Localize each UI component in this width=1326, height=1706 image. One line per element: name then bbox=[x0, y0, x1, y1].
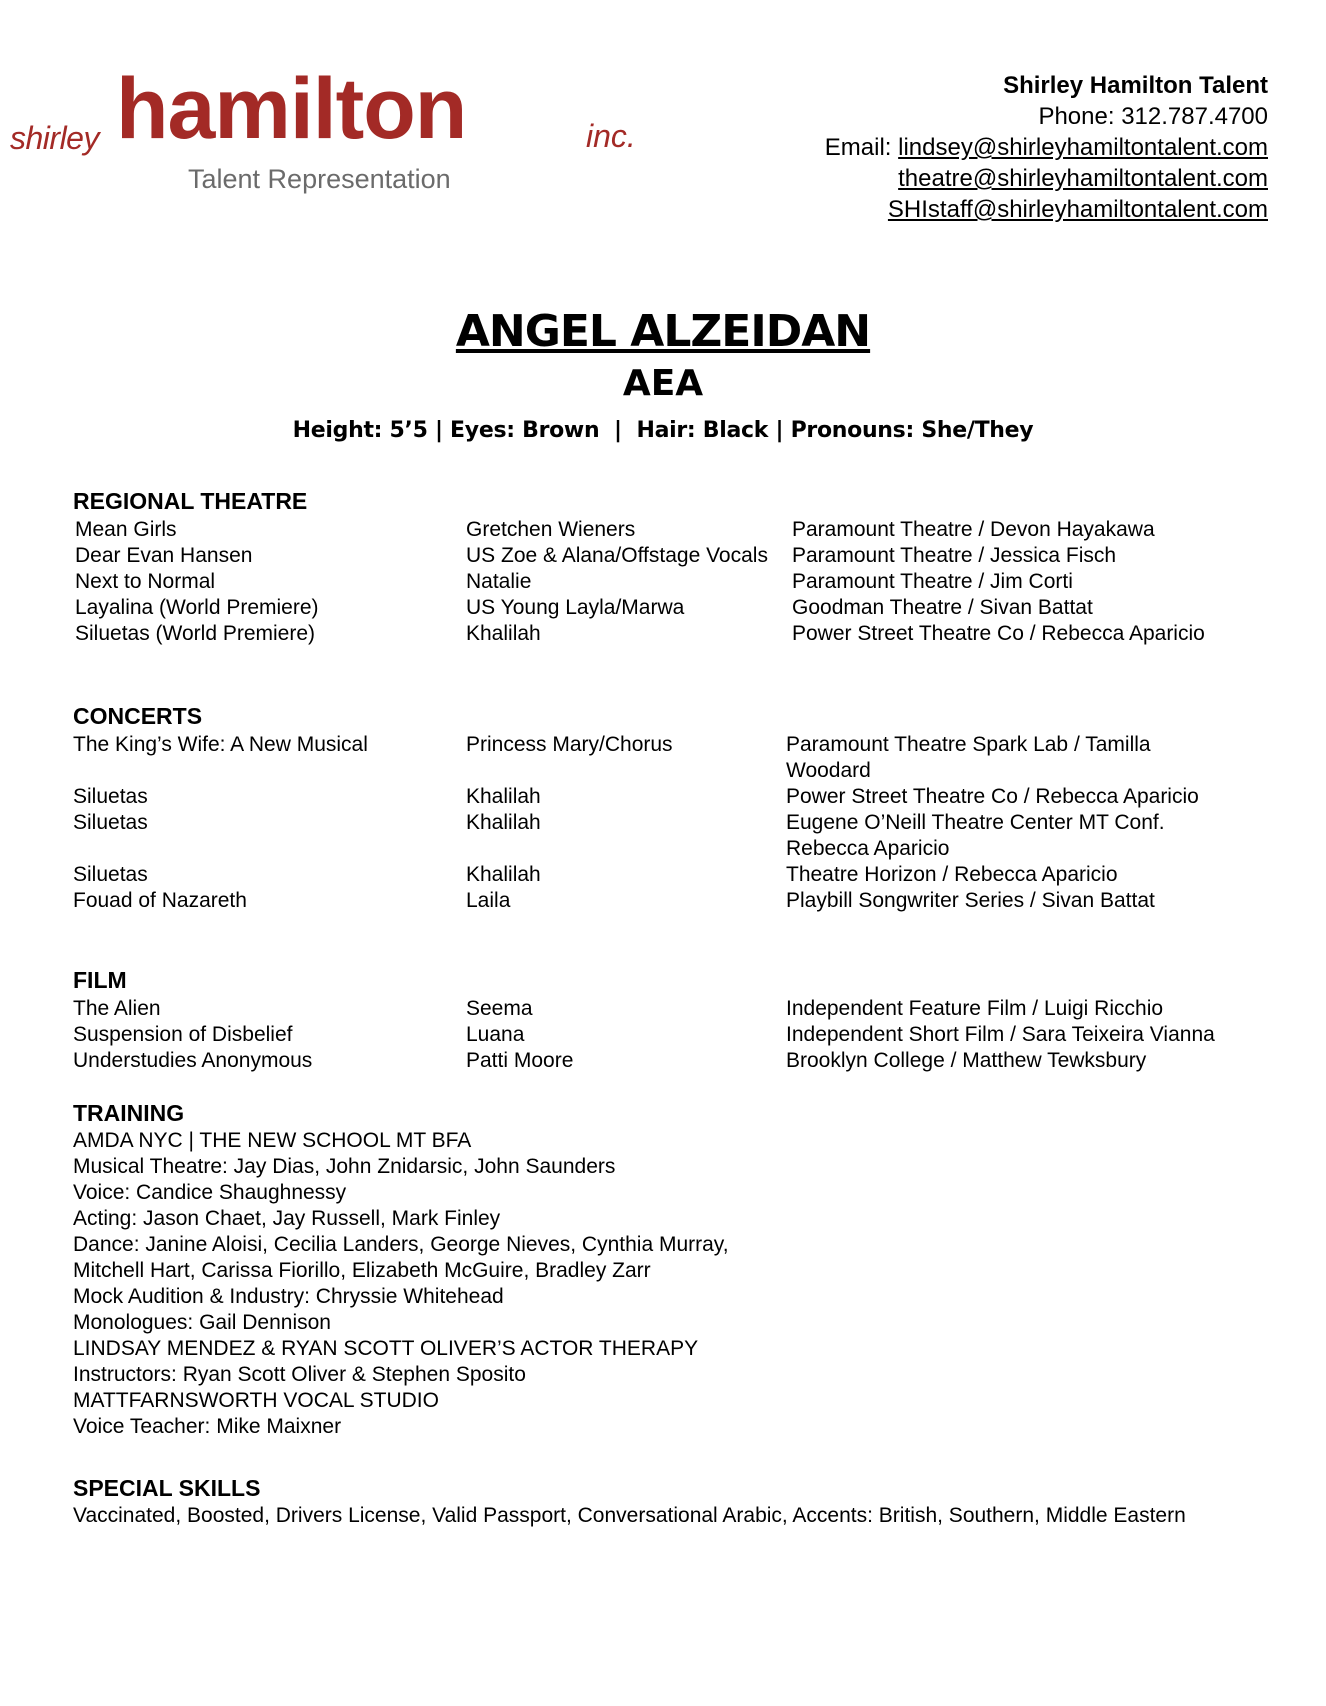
credit-venue: Paramount Theatre Spark Lab / Tamilla Woodard bbox=[786, 733, 1151, 782]
table-row bbox=[0, 732, 1326, 784]
credit-show: Dear Evan Hansen bbox=[75, 544, 253, 567]
table-row bbox=[0, 517, 1326, 543]
credit-show: The Alien bbox=[73, 997, 161, 1020]
credit-show: Mean Girls bbox=[75, 518, 177, 541]
credit-role: Khalilah bbox=[466, 785, 541, 808]
section-title-regional: REGIONAL THEATRE bbox=[73, 488, 308, 514]
training-line: LINDSAY MENDEZ & RYAN SCOTT OLIVER’S ACTOR THERAPY bbox=[73, 1337, 699, 1360]
credit-venue: Paramount Theatre / Jessica Fisch bbox=[792, 544, 1117, 567]
agency-name: Shirley Hamilton Talent bbox=[1003, 72, 1268, 99]
table-row bbox=[0, 595, 1326, 621]
table-row bbox=[0, 784, 1326, 810]
email-link-staff[interactable]: SHIstaff@shirleyhamiltontalent.com bbox=[887, 196, 1268, 223]
credit-show: Siluetas bbox=[73, 863, 148, 886]
credit-show: The King’s Wife: A New Musical bbox=[73, 733, 368, 756]
section-title-training: TRAINING bbox=[73, 1100, 185, 1126]
credit-role: US Young Layla/Marwa bbox=[466, 596, 685, 619]
union-affiliation: AEA bbox=[622, 363, 704, 404]
credit-show: Next to Normal bbox=[75, 570, 216, 593]
credit-role: Khalilah bbox=[466, 863, 541, 886]
credit-venue: Playbill Songwriter Series / Sivan Battat bbox=[786, 889, 1155, 912]
credit-role: Natalie bbox=[466, 570, 532, 593]
section-title-skills: SPECIAL SKILLS bbox=[73, 1475, 261, 1501]
training-line: Instructors: Ryan Scott Oliver & Stephen Sposito bbox=[73, 1363, 526, 1386]
credit-show: Siluetas bbox=[73, 811, 148, 834]
email-link-theatre[interactable]: theatre@shirleyhamiltontalent.com bbox=[898, 165, 1268, 192]
credit-venue: Independent Short Film / Sara Teixeira Vianna bbox=[786, 1023, 1215, 1046]
credit-venue: Power Street Theatre Co / Rebecca Aparicio bbox=[792, 622, 1205, 645]
table-row bbox=[0, 996, 1326, 1022]
credit-venue: Eugene O’Neill Theatre Center MT Conf. Rebecca Aparicio bbox=[786, 811, 1165, 860]
credit-venue: Power Street Theatre Co / Rebecca Aparicio bbox=[786, 785, 1199, 808]
credit-role: Khalilah bbox=[466, 622, 541, 645]
training-line: Monologues: Gail Dennison bbox=[73, 1311, 331, 1334]
credit-role: Seema bbox=[466, 997, 533, 1020]
table-row bbox=[0, 569, 1326, 595]
credit-role: Luana bbox=[466, 1023, 525, 1046]
section-title-film: FILM bbox=[73, 967, 127, 993]
table-row bbox=[0, 1048, 1326, 1074]
email-label: Email: bbox=[824, 134, 899, 161]
credit-show: Fouad of Nazareth bbox=[73, 889, 247, 912]
special-skills: Vaccinated, Boosted, Drivers License, Valid Passport, Conversational Arabic, Accents: British, Southern, Middle Eastern bbox=[73, 1504, 1186, 1527]
actor-name: ANGEL ALZEIDAN bbox=[455, 306, 871, 357]
logo-inc: inc. bbox=[586, 118, 636, 154]
training-line: Mitchell Hart, Carissa Fiorillo, Elizabeth McGuire, Bradley Zarr bbox=[73, 1259, 651, 1282]
table-row bbox=[0, 810, 1326, 862]
logo-hamilton: hamilton bbox=[116, 61, 467, 157]
training-line: Mock Audition & Industry: Chryssie Whitehead bbox=[73, 1285, 504, 1308]
agency-logo bbox=[8, 61, 648, 208]
training-list bbox=[73, 1128, 729, 1440]
agency-email-line bbox=[825, 132, 1268, 163]
concert-credits bbox=[0, 732, 1326, 914]
credit-show: Siluetas (World Premiere) bbox=[75, 622, 316, 645]
credit-role: Laila bbox=[466, 889, 511, 912]
credit-show: Suspension of Disbelief bbox=[73, 1023, 293, 1046]
credit-role: Gretchen Wieners bbox=[466, 518, 636, 541]
section-title-concerts: CONCERTS bbox=[73, 703, 203, 729]
credit-show: Understudies Anonymous bbox=[73, 1049, 313, 1072]
training-line: MATTFARNSWORTH VOCAL STUDIO bbox=[73, 1389, 439, 1412]
credit-venue: Independent Feature Film / Luigi Ricchio bbox=[786, 997, 1164, 1020]
credit-role: Patti Moore bbox=[466, 1049, 574, 1072]
email-link-lindsey[interactable]: lindsey@shirleyhamiltontalent.com bbox=[898, 134, 1268, 161]
training-line: Voice Teacher: Mike Maixner bbox=[73, 1415, 342, 1438]
actor-stats: Height: 5’5 | Eyes: Brown | Hair: Black | Pronouns: She/They bbox=[292, 418, 1034, 443]
table-row bbox=[0, 1022, 1326, 1048]
training-line: Voice: Candice Shaughnessy bbox=[73, 1181, 347, 1204]
credit-role: US Zoe & Alana/Offstage Vocals bbox=[466, 544, 768, 567]
credit-role: Princess Mary/Chorus bbox=[466, 733, 673, 756]
table-row bbox=[0, 888, 1326, 914]
regional-credits bbox=[0, 517, 1326, 647]
credit-venue: Theatre Horizon / Rebecca Aparicio bbox=[786, 863, 1118, 886]
film-credits bbox=[0, 996, 1326, 1074]
logo-shirley: shirley bbox=[10, 120, 99, 156]
table-row bbox=[0, 862, 1326, 888]
agency-phone: Phone: 312.787.4700 bbox=[1038, 103, 1268, 130]
resume-header bbox=[0, 304, 1326, 408]
table-row bbox=[0, 543, 1326, 569]
credit-show: Layalina (World Premiere) bbox=[75, 596, 319, 619]
credit-role: Khalilah bbox=[466, 811, 541, 834]
training-line: Acting: Jason Chaet, Jay Russell, Mark Finley bbox=[73, 1207, 501, 1230]
logo-tagline: Talent Representation bbox=[188, 164, 451, 194]
training-line: AMDA NYC | THE NEW SCHOOL MT BFA bbox=[73, 1129, 472, 1152]
credit-venue: Paramount Theatre / Devon Hayakawa bbox=[792, 518, 1155, 541]
credit-show: Siluetas bbox=[73, 785, 148, 808]
credit-venue: Goodman Theatre / Sivan Battat bbox=[792, 596, 1093, 619]
credit-venue: Brooklyn College / Matthew Tewksbury bbox=[786, 1049, 1147, 1072]
credit-venue: Paramount Theatre / Jim Corti bbox=[792, 570, 1073, 593]
training-line: Dance: Janine Aloisi, Cecilia Landers, George Nieves, Cynthia Murray, bbox=[73, 1233, 729, 1256]
table-row bbox=[0, 621, 1326, 647]
training-line: Musical Theatre: Jay Dias, John Znidarsic, John Saunders bbox=[73, 1155, 616, 1178]
agency-contact bbox=[825, 70, 1268, 225]
